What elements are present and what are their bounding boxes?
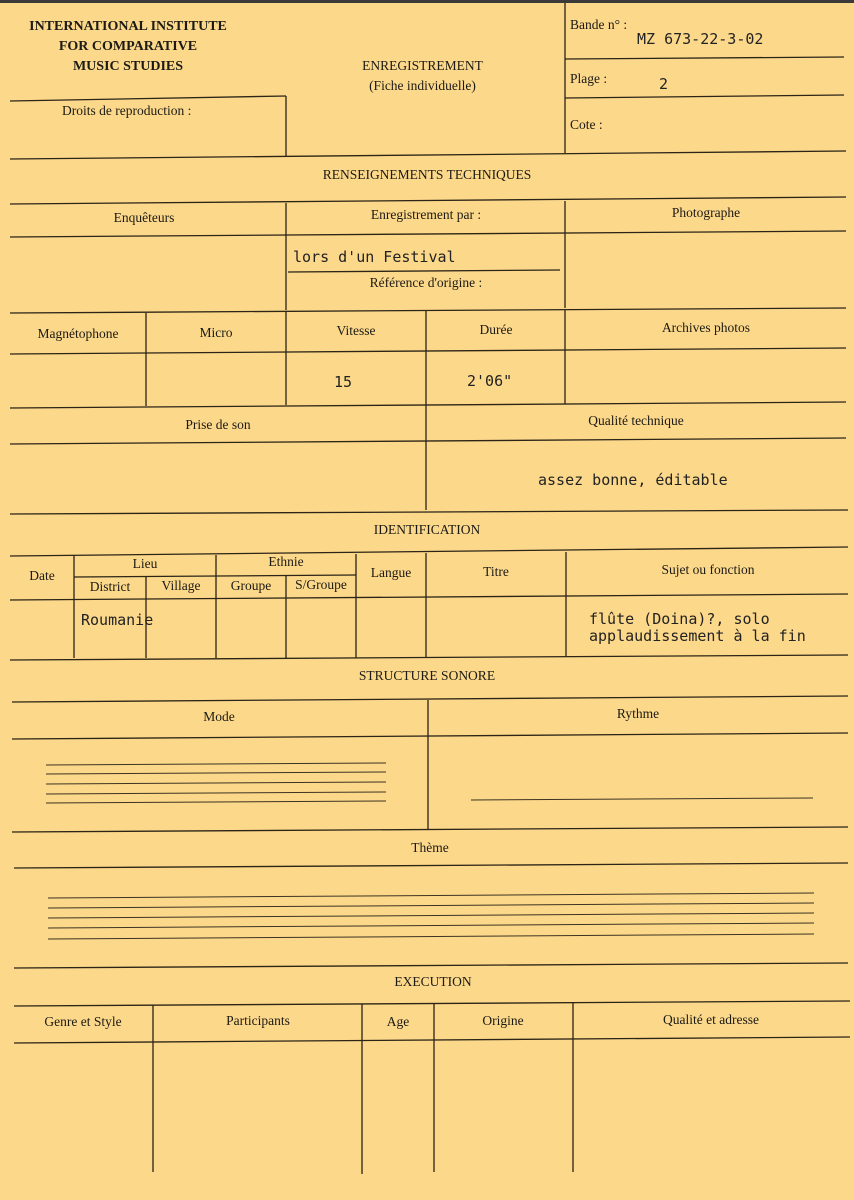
origin-reference-label: Référence d'origine : — [369, 275, 483, 290]
group-label: Groupe — [230, 578, 272, 593]
structure-section-title: STRUCTURE SONORE — [358, 668, 496, 683]
form-title: ENREGISTREMENT — [362, 58, 483, 73]
place-label: Lieu — [132, 556, 158, 571]
subject-value-line1: flûte (Doina)?, solo — [589, 610, 770, 628]
technical-quality-label: Qualité technique — [588, 413, 684, 428]
speed-value: 15 — [334, 373, 353, 391]
age-label: Age — [386, 1014, 410, 1029]
title-label: Titre — [483, 564, 509, 579]
photo-archive-label: Archives photos — [661, 320, 751, 335]
institute-name-line3: MUSIC STUDIES — [72, 59, 184, 74]
form-grid-rules — [10, 3, 850, 1174]
mode-label: Mode — [203, 709, 235, 724]
track-label: Plage : — [570, 71, 608, 86]
theme-label: Thème — [411, 840, 449, 855]
photographer-label: Photographe — [671, 205, 741, 220]
subject-label: Sujet ou fonction — [661, 562, 755, 577]
tape-number-value: MZ 673-22-3-02 — [637, 30, 764, 48]
quality-address-label: Qualité et adresse — [663, 1012, 759, 1027]
district-value: Roumanie — [81, 611, 154, 629]
genre-style-label: Genre et Style — [44, 1014, 122, 1029]
sound-take-label: Prise de son — [185, 417, 251, 432]
form-subtitle: (Fiche individuelle) — [369, 78, 476, 93]
subgroup-label: S/Groupe — [295, 577, 347, 592]
staff-lines — [46, 763, 814, 939]
technical-section-title: RENSEIGNEMENTS TECHNIQUES — [322, 167, 532, 182]
subject-value-line2: applaudissement à la fin — [589, 627, 806, 645]
recorded-by-label: Enregistrement par : — [370, 207, 482, 222]
participants-label: Participants — [226, 1013, 290, 1028]
ethnic-label: Ethnie — [268, 554, 304, 569]
rights-label: Droits de reproduction : — [62, 103, 192, 118]
recorded-by-value: lors d'un Festival — [293, 248, 456, 266]
tape-number-label: Bande n° : — [570, 17, 628, 32]
rhythm-label: Rythme — [616, 706, 660, 721]
identification-section-title: IDENTIFICATION — [373, 522, 481, 537]
technical-quality-value: assez bonne, éditable — [538, 471, 728, 489]
district-label: District — [89, 579, 131, 594]
duration-value: 2'06" — [467, 372, 513, 390]
microphone-label: Micro — [199, 325, 233, 340]
language-label: Langue — [370, 565, 412, 580]
institute-name-line2: FOR COMPARATIVE — [58, 39, 198, 54]
date-label: Date — [29, 568, 55, 583]
duration-label: Durée — [479, 322, 513, 337]
origin-label: Origine — [482, 1013, 524, 1028]
recorder-label: Magnétophone — [37, 326, 119, 341]
track-value: 2 — [659, 75, 669, 93]
investigators-label: Enquêteurs — [113, 210, 175, 225]
speed-label: Vitesse — [336, 323, 376, 338]
execution-section-title: EXECUTION — [394, 974, 472, 989]
village-label: Village — [161, 578, 201, 593]
reference-label: Cote : — [570, 117, 603, 132]
institute-name-line1: INTERNATIONAL INSTITUTE — [29, 19, 227, 34]
